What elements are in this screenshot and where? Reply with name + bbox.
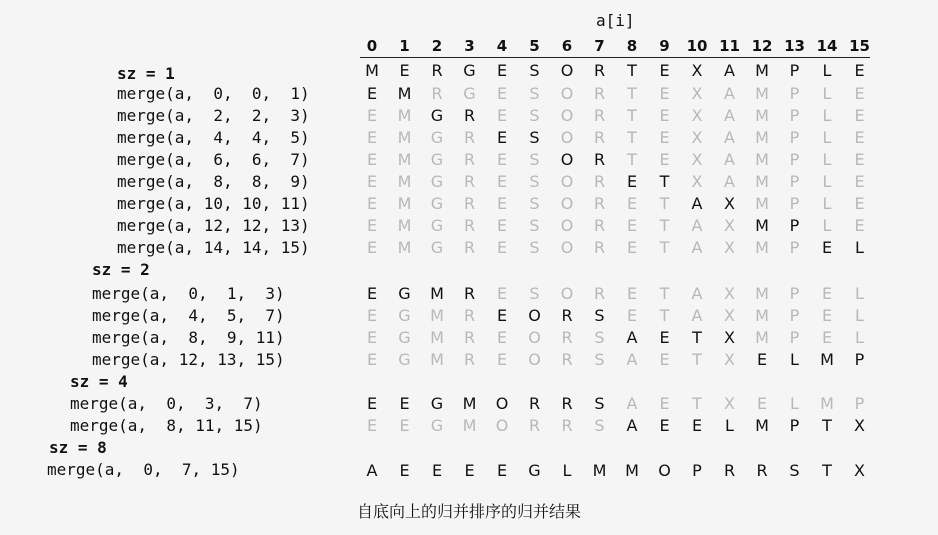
array-cell: G	[430, 128, 444, 147]
array-cell: E	[366, 84, 378, 103]
array-cell: G	[528, 461, 541, 480]
array-cell: L	[822, 216, 832, 235]
array-cell: E	[496, 194, 508, 213]
array-cell: P	[789, 328, 800, 347]
array-cell: E	[659, 106, 670, 125]
array-cell: T	[822, 416, 832, 435]
array-cell: S	[594, 394, 605, 413]
array-cell: R	[463, 194, 476, 213]
array-cell: S	[594, 328, 605, 347]
array-cell: P	[789, 306, 800, 325]
array-cell: E	[626, 172, 638, 191]
array-cell: L	[855, 284, 864, 303]
array-cell: X	[724, 194, 735, 213]
array-cell: E	[366, 128, 378, 147]
array-cell: T	[692, 394, 702, 413]
array-cell: E	[626, 216, 638, 235]
array-cell: A	[724, 172, 735, 191]
array-cell: E	[464, 461, 475, 480]
merge-call-label: merge(a, 0, 3, 7)	[70, 394, 263, 413]
merge-call-label: merge(a, 8, 8, 9)	[117, 172, 310, 191]
array-cell: 1	[399, 37, 410, 55]
array-cell: L	[822, 84, 832, 103]
array-cell: E	[659, 416, 670, 435]
array-cell: R	[561, 306, 573, 325]
merge-call-label: merge(a, 0, 0, 1)	[117, 84, 310, 103]
array-cell: O	[658, 461, 671, 480]
array-cell: P	[789, 84, 800, 103]
array-cell: M	[755, 172, 769, 191]
array-cell: E	[496, 238, 508, 257]
array-cell: E	[496, 328, 508, 347]
merge-call-label: merge(a, 4, 4, 5)	[117, 128, 310, 147]
merge-call-label: merge(a, 4, 5, 7)	[92, 306, 285, 325]
array-cell: E	[626, 194, 638, 213]
array-cell: 11	[719, 37, 740, 55]
array-cell: R	[561, 350, 573, 369]
array-cell: E	[821, 328, 833, 347]
array-cell: O	[560, 216, 574, 235]
array-cell: L	[725, 416, 734, 435]
array-cell: M	[755, 128, 769, 147]
array-cell: L	[822, 128, 832, 147]
array-cell: 7	[594, 37, 605, 55]
array-cell: R	[593, 238, 606, 257]
array-cell: G	[430, 172, 444, 191]
array-cell: L	[855, 306, 864, 325]
array-cell: M	[397, 216, 412, 235]
pass-size-label: sz = 1	[117, 64, 175, 83]
array-cell: R	[463, 106, 476, 125]
array-cell: M	[755, 150, 769, 169]
pass-size-label: sz = 8	[49, 438, 107, 457]
array-cell: G	[398, 328, 411, 347]
array-cell: M	[397, 238, 412, 257]
array-cell: A	[691, 306, 703, 325]
array-cell: X	[724, 306, 735, 325]
array-cell: O	[560, 172, 574, 191]
array-cell: R	[756, 461, 768, 480]
array-cell: X	[724, 238, 735, 257]
figure-caption: 自底向上的归并排序的归并结果	[356, 502, 581, 521]
array-cell: T	[659, 284, 670, 303]
array-cell: O	[495, 394, 509, 413]
array-cell: M	[755, 194, 769, 213]
array-cell: E	[659, 150, 670, 169]
array-cell: R	[431, 84, 443, 103]
array-cell: E	[496, 284, 508, 303]
array-cell: X	[724, 394, 735, 413]
array-cell: R	[561, 394, 573, 413]
array-cell: E	[366, 328, 378, 347]
array-cell: E	[626, 238, 638, 257]
array-cell: E	[756, 394, 768, 413]
array-cell: X	[724, 284, 735, 303]
array-cell: T	[822, 461, 832, 480]
array-cell: E	[854, 172, 865, 191]
array-cell: A	[724, 106, 735, 125]
array-cell: E	[496, 61, 508, 80]
array-cell: T	[627, 84, 637, 103]
array-cell: S	[789, 461, 800, 480]
array-cell: R	[561, 416, 573, 435]
array-cell: T	[692, 350, 702, 369]
merge-call-label: merge(a, 14, 14, 15)	[117, 238, 310, 257]
array-cell: L	[822, 172, 832, 191]
array-cell: A	[724, 84, 735, 103]
array-cell: X	[691, 172, 703, 191]
array-cell: M	[430, 284, 444, 303]
array-cell: T	[659, 216, 670, 235]
array-cell: E	[366, 194, 378, 213]
array-cell: E	[496, 128, 508, 147]
array-cell: E	[496, 106, 508, 125]
array-cell: A	[691, 216, 703, 235]
array-cell: E	[366, 106, 378, 125]
array-cell: M	[462, 416, 477, 435]
array-cell: E	[496, 216, 508, 235]
array-cell: A	[626, 350, 638, 369]
array-cell: E	[496, 350, 508, 369]
array-cell: S	[594, 416, 605, 435]
array-cell: P	[854, 394, 865, 413]
array-cell: 14	[816, 37, 838, 55]
array-cell: M	[755, 284, 769, 303]
array-cell: R	[593, 61, 606, 80]
array-cell: O	[495, 416, 509, 435]
array-cell: R	[528, 416, 541, 435]
array-cell: E	[854, 194, 865, 213]
merge-call-label: merge(a, 10, 10, 11)	[117, 194, 310, 213]
array-cell: M	[755, 61, 769, 80]
array-cell: 13	[784, 37, 805, 55]
array-cell: S	[529, 284, 540, 303]
array-cell: M	[397, 150, 412, 169]
array-cell: G	[430, 106, 444, 125]
array-cell: M	[755, 328, 769, 347]
array-cell: G	[430, 194, 444, 213]
array-cell: R	[463, 350, 476, 369]
array-cell: L	[790, 350, 799, 369]
array-cell: 0	[366, 37, 378, 55]
array-cell: X	[691, 150, 703, 169]
merge-call-label: merge(a, 0, 1, 3)	[92, 284, 285, 303]
array-cell: E	[431, 461, 443, 480]
array-cell: E	[854, 150, 865, 169]
array-cell: M	[755, 106, 769, 125]
array-cell: 5	[529, 37, 540, 55]
array-cell: P	[789, 61, 800, 80]
array-cell: O	[560, 61, 574, 80]
array-cell: E	[496, 150, 508, 169]
array-cell: E	[659, 328, 670, 347]
array-cell: E	[659, 84, 670, 103]
array-cell: P	[789, 238, 800, 257]
array-cell: M	[755, 238, 769, 257]
array-cell: P	[789, 416, 800, 435]
array-cell: S	[594, 306, 605, 325]
array-cell: M	[365, 61, 379, 80]
array-cell: O	[560, 84, 574, 103]
array-cell: O	[560, 238, 574, 257]
array-cell: E	[496, 84, 508, 103]
array-cell: M	[592, 461, 607, 480]
array-cell: M	[397, 172, 412, 191]
array-cell: S	[529, 61, 540, 80]
array-cell: O	[560, 128, 574, 147]
array-cell: E	[821, 284, 833, 303]
array-cell: A	[626, 416, 638, 435]
array-cell: M	[397, 194, 412, 213]
merge-call-label: merge(a, 8, 11, 15)	[70, 416, 263, 435]
merge-call-label: merge(a, 2, 2, 3)	[117, 106, 310, 125]
array-cell: E	[659, 350, 670, 369]
array-cell: P	[789, 150, 800, 169]
array-cell: G	[463, 61, 476, 80]
array-cell: A	[626, 328, 638, 347]
array-cell: E	[854, 106, 865, 125]
array-cell: E	[366, 306, 378, 325]
array-cell: X	[724, 350, 735, 369]
merge-call-label: merge(a, 6, 6, 7)	[117, 150, 310, 169]
array-cell: R	[593, 150, 606, 169]
array-cell: O	[528, 328, 541, 347]
array-cell: E	[626, 284, 638, 303]
array-cell: X	[691, 61, 703, 80]
array-cell: T	[659, 238, 670, 257]
array-cell: R	[593, 216, 606, 235]
array-cell: 8	[626, 37, 638, 55]
array-cell: P	[789, 128, 800, 147]
array-cell: G	[430, 416, 444, 435]
header-rule	[360, 57, 870, 58]
array-cell: P	[692, 461, 702, 480]
array-cell: R	[593, 172, 606, 191]
pass-size-label: sz = 2	[92, 260, 150, 279]
array-cell: G	[430, 150, 444, 169]
array-cell: 10	[686, 37, 708, 55]
array-cell: O	[560, 150, 574, 169]
array-cell: M	[820, 394, 834, 413]
array-cell: S	[529, 238, 540, 257]
array-cell: A	[691, 194, 703, 213]
array-cell: T	[659, 172, 670, 191]
array-cell: G	[430, 238, 444, 257]
merge-call-label: merge(a, 12, 12, 13)	[117, 216, 310, 235]
array-cell: T	[659, 306, 670, 325]
array-cell: R	[593, 194, 606, 213]
array-cell: E	[366, 172, 378, 191]
merge-call-label: merge(a, 0, 7, 15)	[47, 460, 240, 479]
array-cell: P	[854, 350, 865, 369]
array-cell: E	[659, 128, 670, 147]
array-cell: R	[593, 284, 606, 303]
array-cell: X	[724, 216, 735, 235]
array-cell: 12	[751, 37, 773, 55]
array-cell: R	[593, 84, 606, 103]
array-cell: S	[529, 84, 540, 103]
array-cell: E	[821, 306, 833, 325]
array-cell: L	[855, 238, 864, 257]
array-cell: R	[463, 172, 476, 191]
array-cell: L	[822, 106, 832, 125]
array-cell: S	[529, 216, 540, 235]
array-cell: T	[659, 194, 670, 213]
array-cell: 4	[496, 37, 508, 55]
array-cell: R	[528, 394, 541, 413]
array-cell: E	[366, 238, 378, 257]
array-cell: M	[397, 106, 412, 125]
array-cell: L	[562, 461, 572, 480]
array-cell: 3	[464, 37, 475, 55]
array-cell: P	[789, 194, 800, 213]
array-cell: X	[854, 416, 865, 435]
array-cell: E	[399, 461, 410, 480]
array-cell: G	[430, 216, 444, 235]
array-cell: E	[366, 394, 378, 413]
array-cell: M	[755, 416, 769, 435]
array-cell: E	[854, 128, 865, 147]
array-cell: M	[397, 128, 412, 147]
array-cell: E	[821, 238, 833, 257]
array-cell: S	[529, 172, 540, 191]
merge-call-label: merge(a, 8, 9, 11)	[92, 328, 285, 347]
array-cell: G	[398, 284, 411, 303]
array-cell: T	[627, 150, 637, 169]
array-cell: S	[594, 350, 605, 369]
array-cell: X	[691, 84, 703, 103]
array-cell: E	[366, 216, 378, 235]
array-cell: R	[723, 461, 736, 480]
array-cell: R	[463, 284, 476, 303]
array-cell: A	[724, 128, 735, 147]
array-cell: M	[625, 461, 639, 480]
array-cell: G	[463, 84, 476, 103]
array-cell: S	[529, 194, 540, 213]
array-cell: A	[626, 394, 638, 413]
array-cell: 2	[431, 37, 443, 55]
array-cell: R	[463, 238, 476, 257]
array-cell: L	[790, 394, 799, 413]
array-cell: R	[463, 128, 476, 147]
array-cell: A	[691, 238, 703, 257]
array-cell: M	[755, 84, 769, 103]
array-cell: E	[854, 216, 865, 235]
array-cell: O	[528, 306, 541, 325]
array-cell: M	[430, 328, 444, 347]
array-cell: T	[692, 328, 702, 347]
array-cell: E	[659, 61, 670, 80]
array-cell: A	[366, 461, 378, 480]
array-cell: G	[430, 394, 444, 413]
array-cell: E	[496, 306, 508, 325]
array-cell: E	[399, 394, 410, 413]
array-cell: O	[560, 194, 574, 213]
array-cell: X	[691, 106, 703, 125]
array-cell: R	[593, 128, 606, 147]
array-cell: X	[724, 328, 735, 347]
array-cell: M	[755, 216, 769, 235]
array-cell: R	[593, 106, 606, 125]
array-cell: L	[822, 61, 832, 80]
array-cell: M	[430, 350, 444, 369]
array-cell: O	[560, 106, 574, 125]
array-cell: 6	[561, 37, 573, 55]
array-cell: R	[431, 61, 443, 80]
array-cell: S	[529, 106, 540, 125]
array-cell: T	[627, 106, 637, 125]
array-cell: E	[366, 150, 378, 169]
array-cell: P	[789, 172, 800, 191]
array-cell: R	[463, 216, 476, 235]
array-cell: E	[399, 416, 410, 435]
array-cell: M	[755, 306, 769, 325]
array-cell: R	[463, 328, 476, 347]
array-cell: T	[627, 128, 637, 147]
array-label: a[i]	[596, 11, 635, 30]
array-cell: O	[528, 350, 541, 369]
array-cell: E	[366, 284, 378, 303]
array-cell: P	[789, 106, 800, 125]
array-cell: E	[756, 350, 768, 369]
array-cell: E	[366, 350, 378, 369]
array-cell: E	[399, 61, 410, 80]
array-cell: E	[854, 61, 865, 80]
array-cell: L	[822, 194, 832, 213]
array-cell: E	[691, 416, 703, 435]
array-cell: G	[398, 306, 411, 325]
array-cell: E	[659, 394, 670, 413]
array-cell: L	[855, 328, 864, 347]
merge-call-label: merge(a, 12, 13, 15)	[92, 350, 285, 369]
array-cell: P	[789, 216, 800, 235]
array-cell: R	[463, 150, 476, 169]
array-cell: S	[529, 128, 540, 147]
array-cell: E	[496, 172, 508, 191]
array-cell: 9	[659, 37, 670, 55]
array-cell: G	[398, 350, 411, 369]
array-cell: M	[820, 350, 834, 369]
array-cell: E	[626, 306, 638, 325]
array-cell: X	[854, 461, 865, 480]
array-cell: M	[430, 306, 444, 325]
array-cell: M	[397, 84, 412, 103]
array-cell: S	[529, 150, 540, 169]
pass-size-label: sz = 4	[70, 372, 128, 391]
array-cell: R	[561, 328, 573, 347]
array-cell: E	[854, 84, 865, 103]
array-cell: R	[463, 306, 476, 325]
array-cell: X	[691, 128, 703, 147]
array-cell: T	[627, 61, 637, 80]
array-cell: 15	[849, 37, 870, 55]
array-cell: A	[724, 61, 735, 80]
array-cell: A	[724, 150, 735, 169]
array-cell: E	[366, 416, 378, 435]
array-cell: L	[822, 150, 832, 169]
array-cell: M	[462, 394, 477, 413]
array-cell: A	[691, 284, 703, 303]
array-cell: E	[496, 461, 508, 480]
array-cell: O	[560, 284, 574, 303]
array-cell: P	[789, 284, 800, 303]
